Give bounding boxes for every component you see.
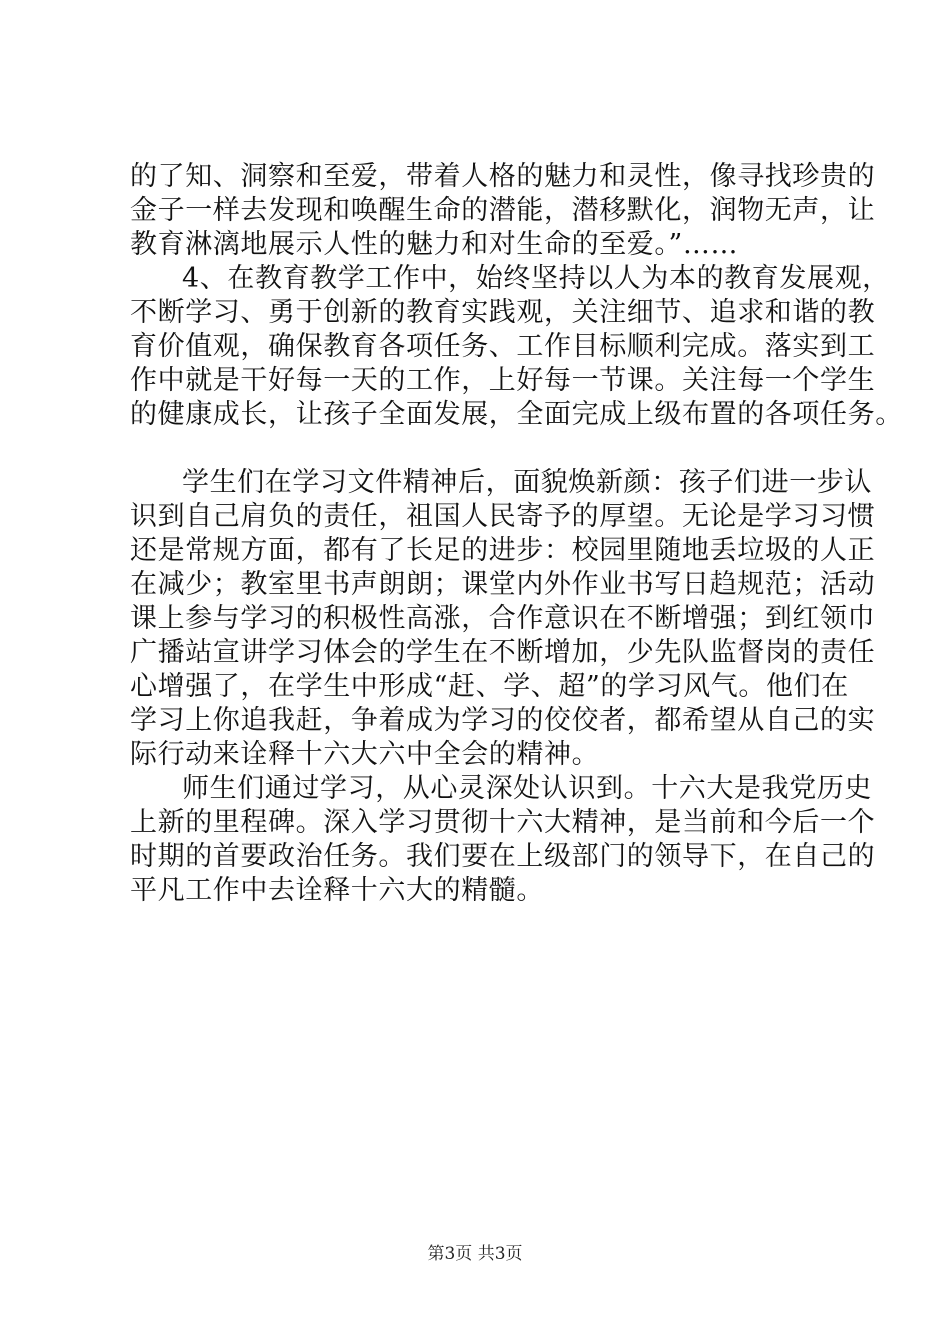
text-line: 际行动来诠释十六大六中全会的精神。 — [130, 739, 600, 770]
text-line: 平凡工作中去诠释十六大的精髓。 — [130, 875, 544, 906]
paragraph-teachers-students — [130, 772, 876, 908]
text-line: 师生们通过学习，从心灵深处认识到。十六大是我党历史 — [182, 773, 872, 804]
text-line: 不断学习、勇于创新的教育实践观，关注细节、追求和谐的教 — [130, 297, 876, 328]
paragraph-students — [130, 466, 876, 772]
text-line: 育价值观，确保教育各项任务、工作目标顺利完成。落实到工 — [130, 331, 876, 362]
paragraph-point-4 — [130, 262, 903, 432]
text-line: 心增强了，在学生中形成“赶、学、超”的学习风气。他们在 — [130, 671, 849, 702]
text-line: 还是常规方面，都有了长足的进步：校园里随地丢垃圾的人正 — [130, 535, 876, 566]
paragraph-continuation — [130, 160, 876, 262]
text-line: 金子一样去发现和唤醒生命的潜能，潜移默化，润物无声，让 — [130, 195, 876, 226]
paragraph-spacer — [130, 432, 840, 466]
text-line: 在减少；教室里书声朗朗；课堂内外作业书写日趋规范；活动 — [130, 569, 876, 600]
text-line: 课上参与学习的积极性高涨，合作意识在不断增强；到红领巾 — [130, 603, 876, 634]
text-line: 的健康成长，让孩子全面发展，全面完成上级布置的各项任务。 — [130, 399, 903, 430]
page-footer: 第3页 共3页 — [427, 1244, 523, 1264]
text-line: 时期的首要政治任务。我们要在上级部门的领导下，在自己的 — [130, 841, 876, 872]
text-line: 4、在教育教学工作中，始终坚持以人为本的教育发展观， — [182, 263, 890, 294]
text-line: 广播站宣讲学习体会的学生在不断增加，少先队监督岗的责任 — [130, 637, 876, 668]
document-body — [130, 160, 903, 908]
text-line: 教育淋漓地展示人性的魅力和对生命的至爱。”…… — [130, 229, 739, 260]
text-line: 学习上你追我赶，争着成为学习的佼佼者，都希望从自己的实 — [130, 705, 876, 736]
text-line: 作中就是干好每一天的工作，上好每一节课。关注每一个学生 — [130, 365, 876, 396]
text-line: 上新的里程碑。深入学习贯彻十六大精神，是当前和今后一个 — [130, 807, 876, 838]
text-line: 学生们在学习文件精神后，面貌焕新颜：孩子们进一步认 — [182, 467, 872, 498]
text-line: 识到自己肩负的责任，祖国人民寄予的厚望。无论是学习习惯 — [130, 501, 876, 532]
text-line: 的了知、洞察和至爱，带着人格的魅力和灵性，像寻找珍贵的 — [130, 161, 876, 192]
